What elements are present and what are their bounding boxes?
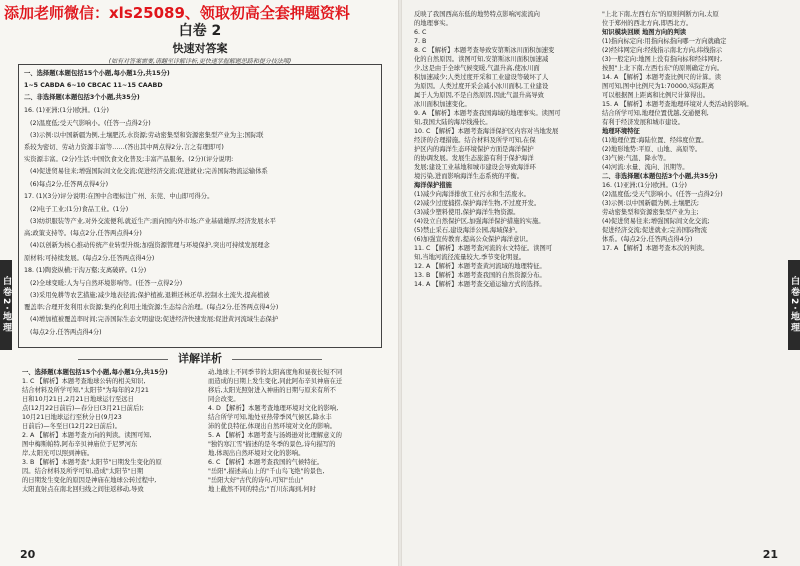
text-line: 9. A 【解析】本题考查我国海域的地理事实。读图可 — [414, 110, 561, 117]
text-line: 结合材料及所学可知,"太阳节"为每年的2月21 — [22, 387, 149, 394]
quick-answer-line: (6)每点2分,任答两点得4分) — [30, 180, 109, 188]
book-spine — [398, 0, 402, 566]
text-line: 促进经济交流;促进就业;完善国际物流 — [602, 227, 707, 234]
text-line: 6. C 【解析】本题考查我国的气候特征。 — [208, 459, 324, 466]
text-line: (5)禁止采石,建设海洋公园,海域保护。 — [414, 227, 522, 234]
text-line: 移后,太阳光照射进入神庙的日期与原来有所不 — [208, 387, 336, 394]
text-line: (3)气候:气温、降水等。 — [602, 155, 670, 162]
text-line: 地上截然不同的特点;"百川东海到,何时 — [208, 486, 316, 493]
text-line: 16. (1)亚洲;(1分)欧洲。(1分) — [602, 182, 687, 189]
quick-answer-line: 16. (1)亚洲;(1分)欧洲。(1分) — [24, 106, 109, 114]
right-page — [400, 0, 800, 566]
quick-answer-line: (3)采用免耕等农艺措施;减少地表径流;保护植被,退耕还林还草,控制水土流失,提高植被 — [30, 292, 270, 299]
quick-answer-line: (3)示例:以中国新疆为例,土壤肥沃,水资源;劳动密集型和资源密集型产业为主;国际联 — [30, 131, 264, 139]
page-number-left: 20 — [20, 548, 36, 561]
text-line: (4)河流:水量、流向、汛期等。 — [602, 164, 689, 171]
text-line: 发展;建设工业基地和城市建设会导致海洋环 — [414, 164, 536, 171]
text-line: 岸,太阳光可以照到神庙。 — [22, 450, 94, 457]
text-line: 属于人为原因,不是自然原因,因此气温升高导致 — [414, 92, 544, 99]
text-line: (6)加强宣传教育,提高公众保护海洋意识。 — [414, 236, 532, 243]
text-line: 地理环境特征 — [602, 128, 640, 135]
text-line: 因。结合材料及所学可知,造成"太阳节"日期 — [22, 468, 144, 475]
quick-answer-line: (4)促进贸易往来;增强国际间文化交流;促进经济交流;促进就业;完善国际物流运输体系 — [30, 168, 268, 176]
text-line: 积加速减少;人类过度开采和工业建设等破坏了人 — [414, 74, 549, 81]
text-line: (3)减少塑料使用,保护海洋生物资源。 — [414, 209, 520, 216]
detail-title: 详解详析 — [0, 350, 400, 366]
quick-answer-line: 高;政策支持等。(每点2分,任答两点得4分) — [24, 230, 142, 238]
text-line: 知,当地河流径流量较大,季节变化明显。 — [414, 254, 526, 261]
right-column-1 — [414, 10, 594, 289]
text-line: 知,我国大陆的海岸线漫长。 — [414, 119, 492, 126]
text-line: 14. A 【解析】本题考查交通运输方式的选择。 — [414, 281, 546, 288]
text-line: 可以根据图上距离和比例尺计算得出。 — [602, 92, 710, 99]
quick-answer-line: 17. (1)(3分)评分说明:在图中合理标注广州、东莞、中山即可得分。 — [24, 192, 214, 200]
quick-answer-line: (2)全球变暖;人为与自然环境影响等。(任答一点得2分) — [30, 279, 183, 287]
page-number-right: 21 — [762, 548, 778, 561]
text-line: 17. A 【解析】本题考查本次的判读。 — [602, 245, 709, 252]
watermark-banner: 添加老师微信：xls25089、领取初高全套押题资料 — [4, 4, 350, 22]
text-line: 而造成的日期上发生变化,同此阿布辛贝神庙在迁 — [208, 378, 343, 385]
quick-answer-line: (2)温度低;受天气影响小。(任答一点得2分) — [30, 119, 151, 127]
text-line: 体系。(每点2分,任答两点得4分) — [602, 236, 693, 243]
text-line: (3)一般定向:地图上没有指向标和经纬网时, — [602, 56, 723, 63]
quick-answer-line: 实资源丰富。(2分)生活:中国饮食文化普及;丰富产品服务。(2分)(评分说明: — [24, 156, 234, 164]
text-line: 境污染,进而影响海洋生态系统的平衡。 — [414, 173, 524, 180]
text-line: 2. A 【解析】本题考查方向的判读。读图可知, — [22, 432, 152, 439]
quick-answer-line: (3)纺织服装等产业,对外交流便利,就近生产;面向国内外市场;产业基础雄厚;经济发展水平 — [30, 218, 276, 225]
text-line: (1)减少向海洋排放工业污水和生活废水。 — [414, 191, 530, 198]
quick-answer-line: 1~5 CABDA 6~10 CBCAC 11~15 CAABD — [24, 82, 163, 90]
text-line: 的地理事实。 — [414, 20, 452, 27]
text-line: 同会改变。 — [208, 396, 240, 403]
text-line: 4. D 【解析】本题考查地理环境对文化的影响, — [208, 405, 339, 412]
text-line: 海洋保护措施 — [414, 182, 452, 189]
quick-answer-line: 18. (1)陶瓷纵横;干沟万壑;支离破碎。(1分) — [24, 266, 147, 274]
quick-answer-line: (4)以创新为核心推动传统产业转型升级;加强资源管理与环境保护,突出可持续发展理念 — [30, 242, 270, 250]
text-line: 的日期发生变化的原因是神庙在地球公转过程中, — [22, 477, 157, 484]
quick-answer-line: 系较为密切、劳动力资源丰富等……(答出其中两点得2分,言之有理即可) — [24, 144, 224, 151]
text-line: (2)温度低;受天气影响小。(任答一点得2分) — [602, 191, 723, 198]
quick-answer-line: (每点2分,任答两点得4分) — [30, 328, 102, 336]
text-line: 15. A 【解析】本题考查地理环境对人类活动的影响。 — [602, 101, 753, 108]
text-line: 12. A 【解析】本题考查黄河流域的地理特征。 — [414, 263, 546, 270]
text-line: 8. C 【解析】本题考查导致安第斯冰川面积加速变 — [414, 47, 555, 54]
quick-answer-line: (4)增加植被覆盖率时间;完善国际生态文明建设;促进经济快速发展;促进黄河流域生态保护 — [30, 316, 279, 324]
text-line: "上北下南,左西右东"的原则判断方向,太原 — [602, 11, 719, 18]
text-line: (1)指向标定向:用指向标指向哪一方向就确定 — [602, 38, 727, 45]
text-line: 地,体现出自然环境对文化的影响。 — [208, 450, 305, 457]
text-line: 日前后)—冬至日(12月22日前后)。 — [22, 423, 121, 430]
quick-answer-line: (2)电子工业;(1分)食品工业。(1分) — [30, 205, 129, 213]
side-tab-left: 白卷2·地理 — [0, 260, 12, 350]
text-line: (2)减少过度捕捞,保护海洋生物,不过度开发。 — [414, 200, 541, 207]
text-line: 有利于经济发展和城市建设。 — [602, 119, 684, 126]
left-column-1 — [22, 368, 202, 494]
text-line: 6. C — [414, 29, 427, 36]
text-line: (2)地形地势:平原、山地、高原等。 — [602, 146, 702, 153]
text-line: 化的自然原因。读图可知,安第斯冰川面积加速减 — [414, 56, 549, 63]
text-line: (1)地理位置:海陆位置、经纬度位置。 — [602, 137, 708, 144]
text-line: 点(12月22日前后)—春分日(3月21日前后); — [22, 405, 144, 412]
text-line: (4)促进贸易往来;增强国际间文化交流; — [602, 218, 710, 225]
text-line: 按照"上北下南,左西右东"的原则确定方向。 — [602, 65, 724, 72]
text-line: 一、选择题(本题包括15个小题,每小题1分,共15分) — [22, 369, 168, 376]
left-column-2 — [208, 368, 390, 494]
text-line: 知识模块回顾 地图方向的判读 — [602, 29, 687, 36]
text-line: 10. C 【解析】本题考查海洋保护区内容对当地发展 — [414, 128, 559, 135]
text-line: 动,地球上不同季节的太阳高度角和昼夜长短不同 — [208, 369, 343, 376]
text-line: 图可知,图中比例尺为1:70000,实际距离 — [602, 83, 715, 90]
quick-answer-heading: 快速对答案 — [172, 42, 228, 55]
text-line: 太阳直射点在南北回归线之间往返移动,导致 — [22, 486, 144, 493]
quick-answer-line: 原材料;可持续发展。(每点2分,任答两点得4分) — [24, 254, 155, 262]
text-line: 冰川面积加速变化。 — [414, 101, 471, 108]
quick-answer-line: 覆盖率;合理开发利用水资源;集约化利用土地资源;生态综合治理。(每点2分,任答两点得4分) — [24, 304, 279, 312]
text-line: 1. C 【解析】本题考查地球公转的相关知识, — [22, 378, 146, 385]
text-line: 结合所学可知,地处亚热带季风气候区,降水丰 — [208, 414, 332, 421]
text-line: 护区内的海洋生态环境保护方面是海洋保护 — [414, 146, 534, 153]
text-line: 日和10月21日,2月21日地球运行至远日 — [22, 396, 134, 403]
text-line: 13. B 【解析】本题考查我国的自然资源分布。 — [414, 272, 546, 279]
text-line: (4)设立自然保护区,加强海洋保护措施的实施。 — [414, 218, 545, 225]
text-line: 为原因。人类过度开采会减小冰川面积,工业建设 — [414, 83, 549, 90]
text-line: 经济的合理措施。结合材料及所学可知,在保 — [414, 137, 536, 144]
text-line: "独钓寒江雪"描述的是冬季的景色,诗句描写的 — [208, 441, 336, 448]
text-line: 结合所学可知,地理位置优越,交通便利, — [602, 110, 709, 117]
text-line: 反映了我国西高东低的地势特点影响河流流向 — [414, 11, 540, 18]
right-column-2 — [602, 10, 784, 253]
quick-answer-line: 一、选择题(本题包括15个小题,每小题1分,共15分) — [24, 70, 170, 77]
text-line: 位于郑州的西北方向,即西北方。 — [602, 20, 693, 27]
text-line: 的协调发展。发展生态旅游有利于保护海洋 — [414, 155, 534, 162]
instruction-text: (如有对答案需要,请翻至详解详析,更快速掌握解题思路和提分技法哦) — [108, 58, 292, 65]
text-line: 7. B — [414, 38, 427, 45]
text-line: 11. C 【解析】本题考查河流的水文特征。读图可 — [414, 245, 553, 252]
quick-answer-line: 二、非选择题(本题包括3个小题,共35分) — [24, 94, 140, 102]
text-line: 14. A 【解析】本题考查比例尺的计算。读 — [602, 74, 722, 81]
side-tab-right: 白卷2·地理 — [788, 260, 800, 350]
text-line: (3)示例:以中国新疆为例,土壤肥沃; — [602, 200, 700, 207]
text-line: 沛的优良特征,体现出自然环境对文化的影响。 — [208, 423, 336, 430]
text-line: 5. A 【解析】本题考查与汤姆逊对比理解意义的 — [208, 432, 342, 439]
page-title: 白卷 2 — [178, 23, 222, 39]
text-line: 图中梅斯帕特,阿布辛贝神庙位于尼罗河东 — [22, 441, 138, 448]
text-line: 少,这是由于全球气候变暖,气温升高,使冰川面 — [414, 65, 540, 72]
text-line: 二、非选择题(本题包括3个小题,共35分) — [602, 173, 718, 180]
text-line: 3. B 【解析】本题考查"太阳节"日期发生变化的原 — [22, 459, 162, 466]
text-line: "岳阳",描述高山上的"千山鸟飞绝"的景色, — [208, 468, 325, 475]
text-line: 10月21日地球运行至秋分日(9月23 — [22, 414, 122, 421]
text-line: (2)经纬网定向:经线指示南北方向,纬线指示 — [602, 47, 723, 54]
text-line: 劳动密集型和资源密集型产业为主; — [602, 209, 699, 216]
text-line: "岳阳大好"古代的诗句,可知"岳山" — [208, 477, 304, 484]
